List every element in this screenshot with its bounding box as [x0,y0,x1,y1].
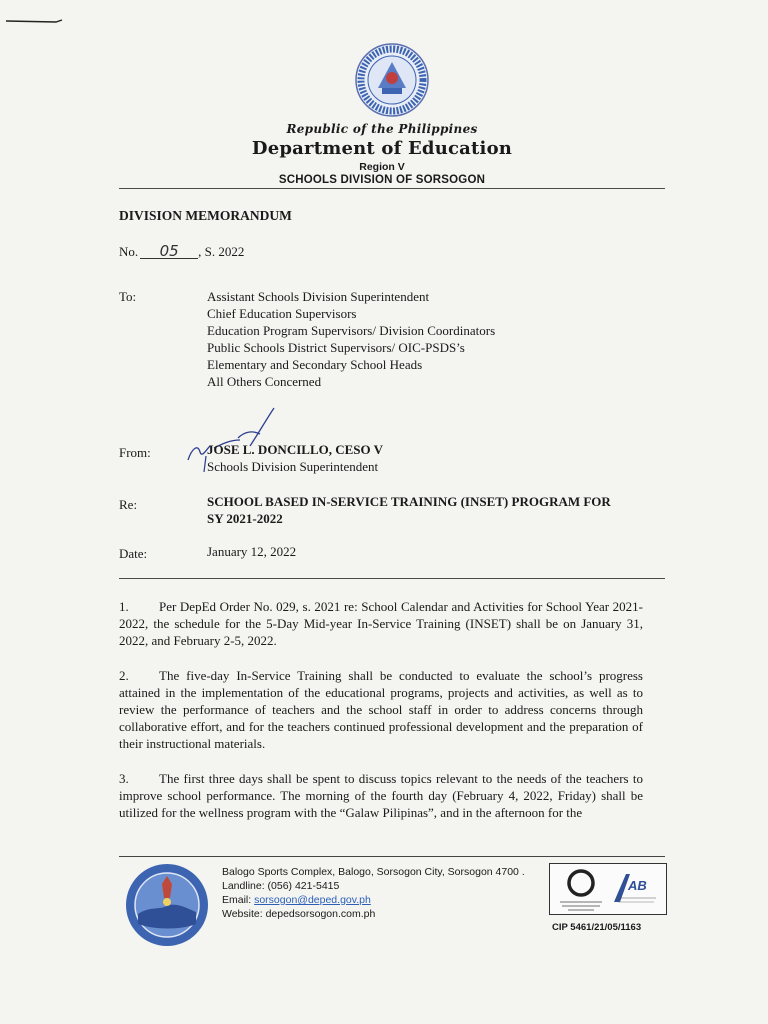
paragraph [119,770,643,821]
footer-email-link[interactable]: sorsogon@deped.gov.ph [254,894,371,906]
paragraph-number: 2. [119,668,129,683]
footer-website: Website: depedsorsogon.com.ph [222,908,376,920]
corner-scan-mark [4,18,64,24]
subject-line-2: SY 2021-2022 [207,511,283,526]
from-label: From: [119,445,151,460]
paragraph-text: Per DepEd Order No. 029, s. 2021 re: School Calendar and Activities for School Year 2021-2022, the schedule for the 5-Day Mid-year In-Service Training (INSET) shall be on January 31, 2022, and February 2-5, 2022. [119,599,643,648]
date-label: Date: [119,546,148,561]
to-label: To: [119,289,137,304]
pab-accreditation-icon [610,868,660,908]
paragraph-text: The five-day In-Service Training shall be conducted to evaluate the school’s progress attained in the implementation of the educational programs, projects and activities, as well as to review the performance of teachers and the school staff in order to address concerns through collaborative effort, and for the teachers continued professional development and the preparation of their instructional materials. [119,668,643,751]
recipient-item: Elementary and Secondary School Heads [207,357,423,372]
cip-code: CIP 5461/21/05/1163 [552,922,642,933]
footer-contact [222,865,525,921]
footer-email-line [222,893,525,907]
certification-badge [549,863,667,915]
date-value: January 12, 2022 [207,544,297,559]
department-name: Department of Education [251,138,513,159]
header-divider [119,188,665,189]
paragraph-text: The first three days shall be spent to discuss topics relevant to the needs of the teachers to improve school performance. The morning of the fourth day (February 4, 2022, Friday) shall be utilized for the wellness program with the “Galaw Pilipinas”, and in the afternoon for the [119,771,643,820]
subject-line-1: SCHOOL BASED IN-SERVICE TRAINING (INSET) PROGRAM FOR [207,494,611,509]
certification-ring-icon [564,868,598,898]
sdo-sorsogon-logo [124,862,210,948]
paragraph [119,667,643,752]
footer-divider [119,856,665,857]
sender-title: Schools Division Superintendent [207,459,379,474]
republic-line: Republic of the Philippines [286,122,478,136]
deped-seal-logo [354,42,430,118]
subject [207,493,611,527]
footer-email-label: Email: [222,894,255,906]
footer-landline: Landline: (056) 421-5415 [222,880,340,892]
recipient-item: Assistant Schools Division Superintendent [207,289,430,304]
letterhead [0,122,768,186]
division-name: SCHOOLS DIVISION OF SORSOGON [278,174,486,186]
recipient-item: Public Schools District Supervisors/ OIC-PSDS’s [207,340,465,355]
memo-title: DIVISION MEMORANDUM [119,208,292,223]
recipient-item: Chief Education Supervisors [207,306,357,321]
footer-address: Balogo Sports Complex, Balogo, Sorsogon City, Sorsogon 4700 . [222,866,525,878]
memo-number-value: 05 [140,244,198,259]
certification-caption-mark [558,900,604,912]
region-line: Region V [359,161,405,173]
memo-number-label: No. [119,244,139,259]
re-label: Re: [119,497,138,512]
recipient-item: All Others Concerned [207,374,322,389]
paragraph-number: 3. [119,771,129,786]
memo-series: , S. 2022 [198,244,245,259]
memo-number-line [119,243,244,260]
svg-text:AB: AB [628,878,647,893]
recipient-item: Education Program Supervisors/ Division Coordinators [207,323,496,338]
paragraph [119,598,643,649]
recipient-list [207,288,495,390]
paragraph-number: 1. [119,599,129,614]
body-divider [119,578,665,579]
sender-name: JOSE L. DONCILLO, CESO V [207,442,384,457]
